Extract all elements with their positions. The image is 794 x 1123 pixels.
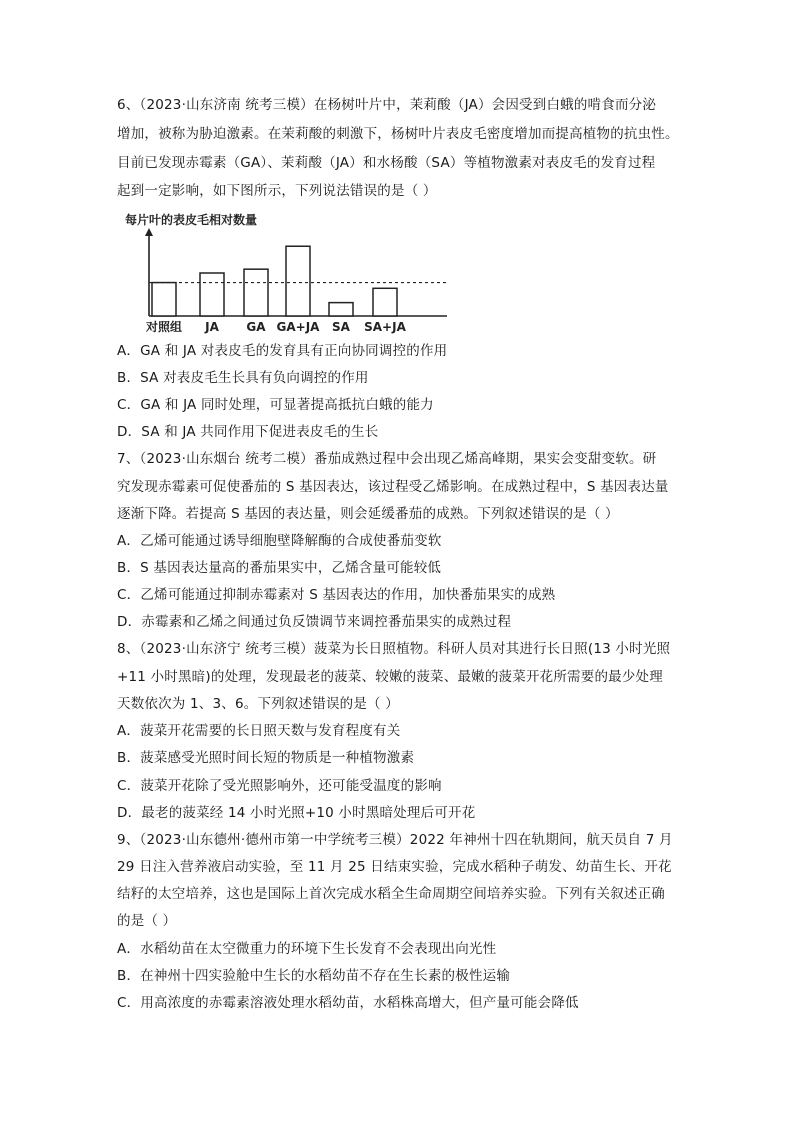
bars-group xyxy=(152,246,397,316)
q7-line-2: 究发现赤霉素可促使番茄的 S 基因表达，该过程受乙烯影响。在成熟过程中，S 基因表达量 xyxy=(117,479,669,495)
tick-labels-group xyxy=(145,319,407,334)
q8-option-a: A．菠菜开花需要的长日照天数与发育程度有关 xyxy=(117,723,401,739)
bar-chart-svg xyxy=(117,208,457,334)
q6-option-d: D．SA 和 JA 共同作用下促进表皮毛的生长 xyxy=(117,424,379,440)
q9-line-2: 29 日注入营养液启动实验，至 11 月 25 日结束实验，完成水稻种子萌发、幼苗生长、开花 xyxy=(117,859,672,875)
bar-0 xyxy=(152,283,176,316)
tick-label-3: GA+JA xyxy=(276,320,320,334)
q8-line-3: 天数依次为 1、3、6。下列叙述错误的是（ ） xyxy=(117,696,399,712)
bar-5 xyxy=(373,288,397,316)
q8-line-2: +11 小时黑暗)的处理，发现最老的菠菜、较嫩的菠菜、最嫩的菠菜开花所需要的最少处理 xyxy=(117,669,663,685)
tick-label-2: GA xyxy=(246,320,266,334)
tick-label-0: 对照组 xyxy=(145,320,183,334)
q7-option-d: D．赤霉素和乙烯之间通过负反馈调节来调控番茄果实的成熟过程 xyxy=(117,614,512,630)
hormone-bar-chart xyxy=(117,208,457,334)
q7-option-b: B．S 基因表达量高的番茄果实中，乙烯含量可能较低 xyxy=(117,560,442,576)
y-axis-arrow xyxy=(145,228,153,236)
tick-label-1: JA xyxy=(205,320,219,334)
q8-option-c: C．菠菜开花除了受光照影响外，还可能受温度的影响 xyxy=(117,778,442,794)
q6-line-1: 6、（2023·山东济南 统考三模）在杨树叶片中，茉莉酸（JA）会因受到白蛾的啃食而分泌 xyxy=(117,97,657,113)
q6-line-4: 起到一定影响，如下图所示，下列说法错误的是（ ） xyxy=(117,183,437,199)
q7-option-c: C．乙烯可能通过抑制赤霉素对 S 基因表达的作用，加快番茄果实的成熟 xyxy=(117,587,556,603)
q9-line-1: 9、（2023·山东德州·德州市第一中学统考三模）2022 年神州十四在轨期间，航天员自 7 月 xyxy=(117,832,673,848)
q9-option-c: C．用高浓度的赤霉素溶液处理水稻幼苗，水稻株高增大，但产量可能会降低 xyxy=(117,995,579,1011)
q6-line-2: 增加，被称为胁迫激素。在茉莉酸的刺激下，杨树叶片表皮毛密度增加而提高植物的抗虫性。 xyxy=(117,126,679,142)
q9-option-b: B．在神州十四实验舱中生长的水稻幼苗不存在生长素的极性运输 xyxy=(117,968,511,984)
q9-line-3: 结籽的太空培养，这也是国际上首次完成水稻全生命周期空间培养实验。下列有关叙述正确 xyxy=(117,886,665,902)
y-axis-label: 每片叶的表皮毛相对数量 xyxy=(125,213,258,227)
q9-line-4: 的是（ ） xyxy=(117,913,177,929)
q7-option-a: A．乙烯可能通过诱导细胞壁降解酶的合成使番茄变软 xyxy=(117,533,442,549)
q6-option-a: A．GA 和 JA 对表皮毛的发育具有正向协同调控的作用 xyxy=(117,343,448,359)
q8-option-d: D．最老的菠菜经 14 小时光照+10 小时黑暗处理后可开花 xyxy=(117,805,476,821)
tick-label-5: SA+JA xyxy=(364,320,406,334)
q7-line-3: 逐渐下降。若提高 S 基因的表达量，则会延缓番茄的成熟。下列叙述错误的是（ ） xyxy=(117,506,619,522)
tick-label-4: SA xyxy=(332,320,350,334)
bar-3 xyxy=(286,246,310,316)
q8-option-b: B．菠菜感受光照时间长短的物质是一种植物激素 xyxy=(117,750,415,766)
bar-1 xyxy=(200,273,224,316)
q7-line-1: 7、（2023·山东烟台 统考二模）番茄成熟过程中会出现乙烯高峰期，果实会变甜变软。研 xyxy=(117,451,657,467)
q6-line-3: 目前已发现赤霉素（GA）、茉莉酸（JA）和水杨酸（SA）等植物激素对表皮毛的发育过程 xyxy=(117,155,656,171)
q8-line-1: 8、（2023·山东济宁 统考三模）菠菜为长日照植物。科研人员对其进行长日照(13 小时光照 xyxy=(117,641,671,657)
q9-option-a: A．水稻幼苗在太空微重力的环境下生长发育不会表现出向光性 xyxy=(117,941,497,957)
q6-option-c: C．GA 和 JA 同时处理，可显著提高抵抗白蛾的能力 xyxy=(117,397,434,413)
q6-option-b: B．SA 对表皮毛生长具有负向调控的作用 xyxy=(117,370,369,386)
bar-4 xyxy=(329,303,353,316)
bar-2 xyxy=(244,269,268,316)
